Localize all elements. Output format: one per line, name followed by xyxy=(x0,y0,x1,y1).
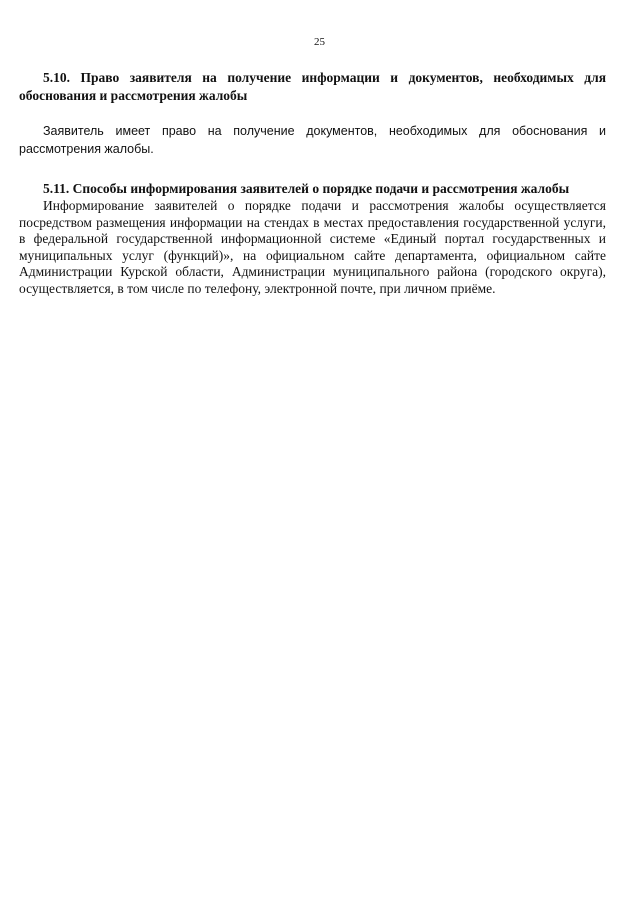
section-heading-5-10: 5.10. Право заявителя на получение информации и документов, необходимых для обоснования и рассмотрения жалобы xyxy=(19,70,606,103)
section-heading-5-11: 5.11. Способы информирования заявителей о порядке подачи и рассмотрения жалобы xyxy=(43,181,570,196)
page-content xyxy=(19,69,606,297)
page-number: 25 xyxy=(314,36,325,48)
spacer xyxy=(19,158,606,180)
section-paragraph-5-11: Информирование заявителей о порядке подачи и рассмотрения жалобы осуществляется посредством размещения информации на стендах в местах предоставления государственной услуги, в федеральной государственной информационной системе «Единый портал государственных и муниципальных услуг (функций)», на официальном сайте департамента, официальном сайте Администрации Курской области, Администрации муниципального района (городского округа), осуществляется, в том числе по телефону, электронной почте, при личном приёме. xyxy=(19,198,606,296)
spacer xyxy=(19,105,606,122)
section-paragraph-5-10: Заявитель имеет право на получение документов, необходимых для обоснования и рассмотрения жалобы. xyxy=(19,124,606,156)
